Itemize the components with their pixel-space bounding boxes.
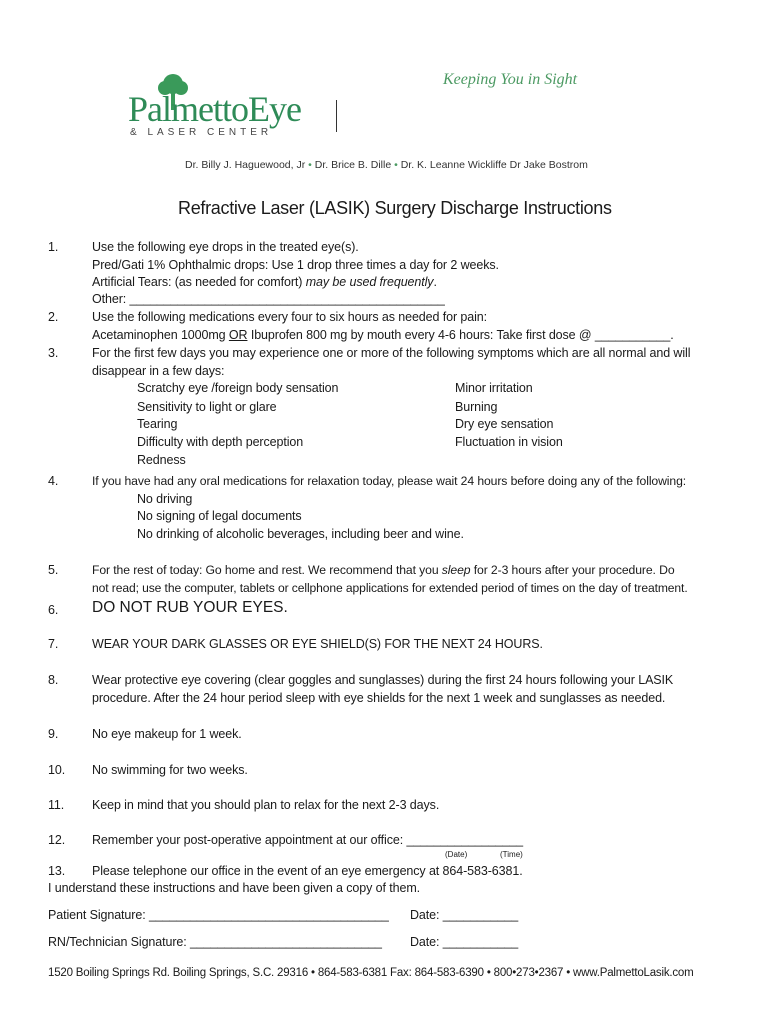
item-number: 5.	[48, 563, 59, 577]
doctors-line	[185, 159, 588, 171]
or-text: OR	[228, 328, 248, 342]
symptom-left: Tearing	[137, 417, 178, 431]
acknowledgement-line: I understand these instructions and have been given a copy of them.	[48, 881, 421, 895]
tagline: Keeping You in Sight	[443, 71, 578, 88]
item-1-line-2: Pred/Gati 1% Ophthalmic drops: Use 1 drop three times a day for 2 weeks.	[92, 258, 499, 272]
item-4-line-1: If you have had any oral medications for relaxation today, please wait 24 hours before doing any of the following:	[92, 474, 687, 488]
symptom-right: Fluctuation in vision	[455, 435, 563, 449]
rest-text: for 2-3 hours after your procedure. Do	[470, 563, 675, 577]
symptom-left: Sensitivity to light or glare	[137, 400, 277, 414]
item-9-line-1: No eye makeup for 1 week.	[92, 727, 242, 741]
symptom-right: Minor irritation	[455, 381, 533, 395]
item-number: 13.	[48, 864, 66, 878]
item-number: 10.	[48, 763, 66, 777]
artificial-tears-label: Artificial Tears: (as needed for comfort)	[92, 275, 303, 289]
doctor-4: Dr Jake Bostrom	[509, 159, 588, 171]
item-1-line-1: Use the following eye drops in the treated eye(s).	[92, 240, 359, 254]
item-number: 3.	[48, 346, 59, 360]
item-11-line-1: Keep in mind that you should plan to relax for the next 2-3 days.	[92, 798, 440, 812]
restriction-item: No driving	[137, 492, 193, 506]
item-number: 4.	[48, 474, 59, 488]
patient-date-field[interactable]: Date: ___________	[410, 908, 519, 922]
separator-dot: •	[308, 159, 312, 171]
item-number: 11.	[48, 798, 65, 812]
logo-name: PalmettoEye	[128, 89, 301, 129]
logo-divider	[336, 100, 337, 132]
symptom-right: Dry eye sensation	[455, 417, 554, 431]
item-1-line-3	[92, 275, 437, 289]
patient-signature-field[interactable]: Patient Signature: ___________________________________	[48, 908, 389, 922]
medication-text: Ibuprofen 800 mg by mouth every 4-6 hours: Take first dose @ ___________.	[247, 328, 674, 342]
symptom-left: Scratchy eye /foreign body sensation	[137, 381, 339, 395]
item-13-line-1: Please telephone our office in the event of an eye emergency at 864-583-6381.	[92, 864, 523, 878]
item-5-line-2: not read; use the computer, tablets or cellphone applications for extended period of times on the day of treatment.	[92, 581, 688, 595]
item-3-line-2: disappear in a few days:	[92, 364, 225, 378]
restriction-item: No signing of legal documents	[137, 509, 302, 523]
item-3-line-1: For the first few days you may experience one or more of the following symptoms which are all normal and will	[92, 346, 691, 360]
symptom-left: Difficulty with depth perception	[137, 435, 304, 449]
doctor-2: Dr. Brice B. Dille	[314, 159, 392, 171]
item-2-line-1: Use the following medications every four to six hours as needed for pain:	[92, 310, 488, 324]
logo-subtitle: & LASER CENTER	[130, 127, 273, 138]
item-number: 8.	[48, 673, 59, 687]
item-number: 12.	[48, 833, 66, 847]
item-2-line-2	[92, 328, 674, 342]
footer-address: 1520 Boiling Springs Rd. Boiling Springs, S.C. 29316 • 864-583-6381 Fax: 864-583-6390 • 800•273•2367 • www.PalmettoLasik.com	[48, 967, 694, 979]
sleep-text: sleep	[441, 563, 471, 577]
item-7-line-1: WEAR YOUR DARK GLASSES OR EYE SHIELD(S) FOR THE NEXT 24 HOURS.	[92, 637, 543, 651]
separator-dot: •	[394, 159, 398, 171]
rn-signature-field[interactable]: RN/Technician Signature: ____________________________	[48, 935, 382, 949]
symptom-left: Redness	[137, 453, 186, 467]
item-10-line-1: No swimming for two weeks.	[92, 763, 248, 777]
item-6-line-1: DO NOT RUB YOUR EYES.	[92, 599, 288, 616]
restriction-item: No drinking of alcoholic beverages, including beer and wine.	[137, 527, 464, 541]
date-caption: (Date)	[445, 850, 468, 859]
doctor-3: Dr. K. Leanne Wickliffe	[400, 159, 507, 171]
logo	[128, 72, 328, 142]
item-8-line-1: Wear protective eye covering (clear goggles and sunglasses) during the first 24 hours following your LASIK	[92, 673, 674, 687]
symptom-right: Burning	[455, 400, 498, 414]
rn-date-field[interactable]: Date: ___________	[410, 935, 519, 949]
item-8-line-2: procedure. After the 24 hour period sleep with eye shields for the next 1 week and sunglasses as needed.	[92, 691, 666, 705]
item-number: 1.	[48, 240, 59, 254]
rest-text: For the rest of today: Go home and rest. We recommend that you	[92, 563, 442, 577]
item-number: 7.	[48, 637, 59, 651]
item-number: 9.	[48, 727, 59, 741]
item-number: 6.	[48, 603, 59, 617]
item-1-line-4: Other: ______________________________________________	[92, 292, 445, 306]
item-number: 2.	[48, 310, 59, 324]
artificial-tears-note: may be used frequently	[305, 275, 434, 289]
page-title: Refractive Laser (LASIK) Surgery Discharge Instructions	[178, 198, 612, 218]
item-12-line-1: Remember your post-operative appointment at our office: _________________	[92, 833, 523, 847]
item-5-line-1	[92, 563, 675, 577]
time-caption: (Time)	[500, 850, 523, 859]
medication-text: Acetaminophen 1000mg	[92, 328, 229, 342]
doctor-1: Dr. Billy J. Haguewood, Jr	[185, 159, 306, 171]
period: .	[433, 275, 437, 289]
